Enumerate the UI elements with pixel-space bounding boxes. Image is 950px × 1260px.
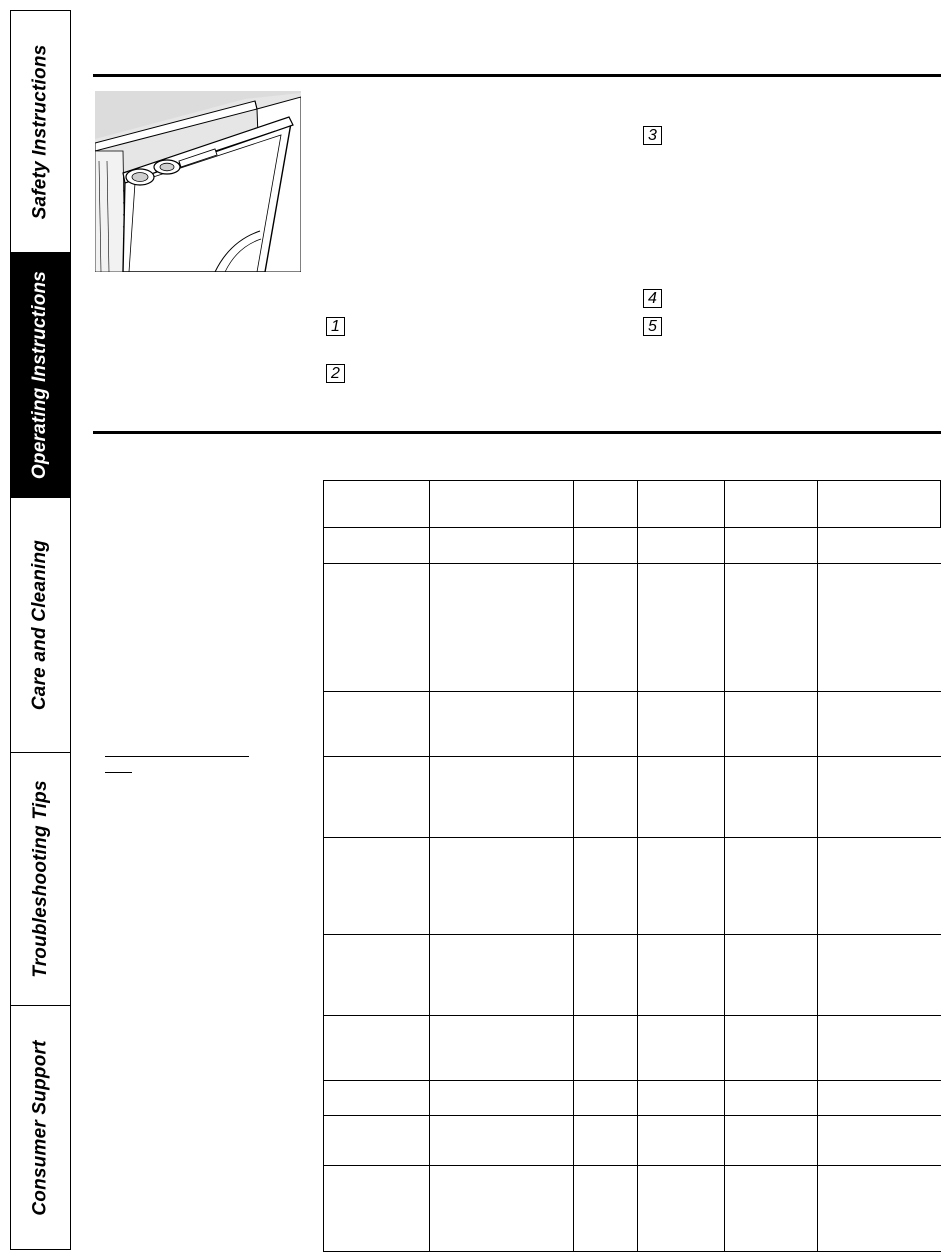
tab-care-and-cleaning-label: Care and Cleaning bbox=[29, 539, 51, 711]
table-col-line bbox=[724, 480, 725, 1252]
table-row-line bbox=[323, 691, 941, 692]
step-number-1 bbox=[326, 317, 345, 336]
dishwasher-detergent-dispenser-illustration bbox=[95, 91, 301, 272]
tab-operating-instructions-label: Operating Instructions bbox=[29, 270, 51, 480]
tab-troubleshooting-tips[interactable] bbox=[11, 753, 70, 1006]
table-row-line bbox=[323, 756, 941, 757]
step-number-2 bbox=[326, 364, 345, 383]
table-col-line bbox=[637, 480, 638, 1252]
tab-operating-instructions[interactable] bbox=[11, 253, 70, 498]
cycle-chart-table bbox=[323, 480, 941, 1252]
step-number-2-text: 2 bbox=[331, 364, 340, 382]
table-col-line bbox=[940, 480, 941, 528]
side-tabs bbox=[10, 10, 71, 1250]
table-row-line bbox=[323, 1015, 941, 1016]
tab-safety-instructions[interactable] bbox=[11, 11, 70, 253]
table-col-line bbox=[573, 480, 574, 1252]
tab-safety-instructions-label: Safety Instructions bbox=[29, 44, 51, 219]
step-number-1-text: 1 bbox=[331, 317, 340, 335]
tab-troubleshooting-tips-label: Troubleshooting Tips bbox=[29, 780, 51, 978]
table-row-line bbox=[323, 837, 941, 838]
step-number-3-text: 3 bbox=[648, 126, 657, 144]
table-col-line bbox=[817, 480, 818, 1252]
table-row-line bbox=[323, 1115, 941, 1116]
table-header-bottom bbox=[323, 527, 941, 528]
tab-consumer-support-label: Consumer Support bbox=[29, 1039, 51, 1216]
step-number-4 bbox=[643, 289, 662, 308]
tab-consumer-support[interactable] bbox=[11, 1006, 70, 1249]
table-row-line bbox=[323, 1080, 941, 1081]
step-number-5 bbox=[643, 317, 662, 336]
table-row-line bbox=[323, 934, 941, 935]
middle-section-rule bbox=[93, 431, 941, 434]
table-col-line bbox=[323, 480, 324, 1252]
footnote-underline bbox=[105, 772, 132, 773]
footnote-rule bbox=[105, 756, 249, 757]
table-col-line bbox=[429, 480, 430, 1252]
step-number-5-text: 5 bbox=[648, 317, 657, 335]
step-number-3 bbox=[643, 126, 662, 145]
table-row-line bbox=[323, 1165, 941, 1166]
tab-care-and-cleaning[interactable] bbox=[11, 498, 70, 753]
top-section-rule bbox=[93, 74, 941, 77]
step-number-4-text: 4 bbox=[648, 289, 657, 307]
table-header-top bbox=[323, 480, 941, 481]
table-row-line bbox=[323, 563, 941, 564]
table-bottom-line bbox=[323, 1251, 941, 1252]
